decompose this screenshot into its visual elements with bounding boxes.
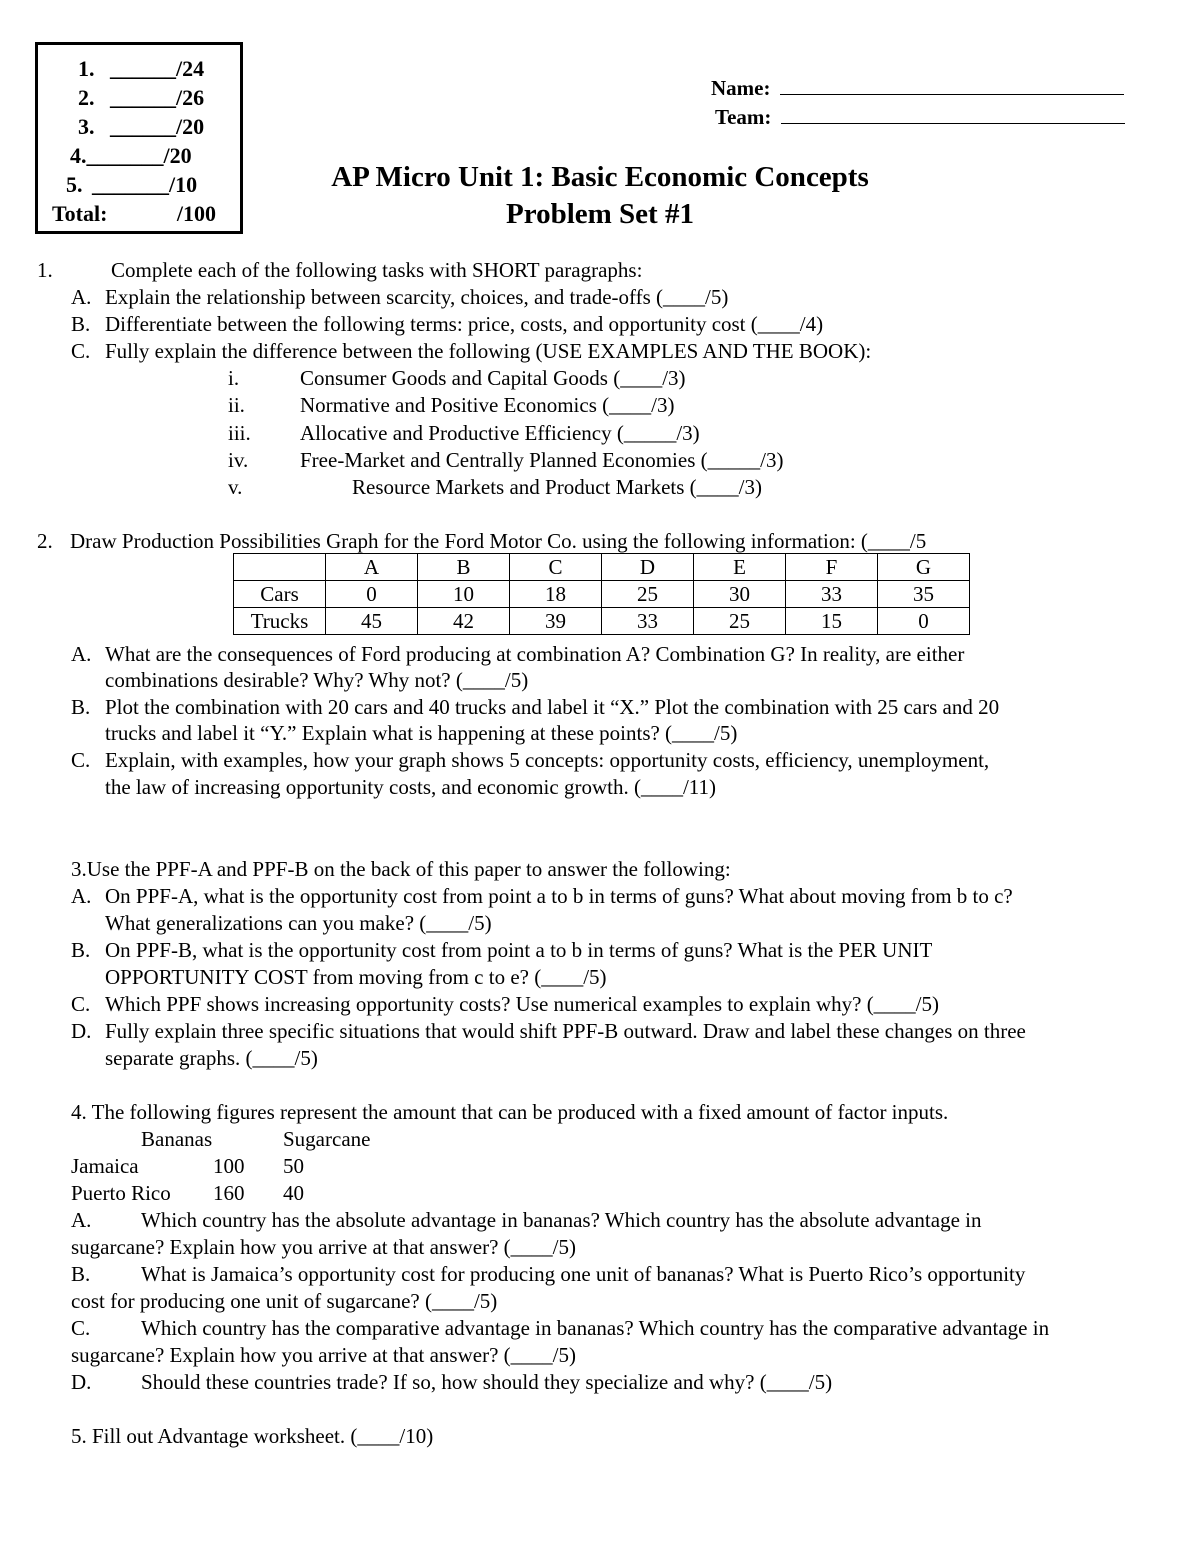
score-row-label: 5.	[66, 172, 83, 197]
table-cell: 15	[786, 608, 878, 635]
score-row	[78, 84, 204, 112]
table-cell: D	[602, 554, 694, 581]
score-row	[78, 55, 204, 83]
name-blank[interactable]	[780, 74, 1124, 95]
score-row-blank: ______	[110, 85, 176, 110]
table-cell: 33	[602, 608, 694, 635]
table-header-row	[234, 554, 970, 581]
q3-intro: 3.Use the PPF-A and PPF-B on the back of this paper to answer the following:	[71, 857, 731, 881]
q4-part-line: Should these countries trade? If so, how should they specialize and why? (____/5)	[141, 1370, 833, 1394]
table-cell: 35	[878, 581, 970, 608]
score-row-max: /20	[176, 114, 205, 139]
q2-part-line: trucks and label it “Y.” Explain what is happening at these points? (____/5)	[105, 721, 738, 745]
score-row-max: /10	[169, 172, 198, 197]
q4-col-header-bananas: Bananas	[141, 1127, 213, 1151]
score-row-blank: ______	[110, 56, 176, 81]
table-cell: 0	[878, 608, 970, 635]
q4-part-letter: C.	[71, 1316, 91, 1340]
q1-subpart-text: Resource Markets and Product Markets (____/3)	[352, 475, 762, 499]
q2-part-letter: A.	[71, 642, 92, 666]
q1-subpart-number: iv.	[228, 448, 249, 472]
page-subtitle: Problem Set #1	[506, 198, 694, 230]
q4-country: Jamaica	[71, 1154, 139, 1178]
table-cell: A	[326, 554, 418, 581]
table-cell: 45	[326, 608, 418, 635]
q2-part-letter: C.	[71, 748, 91, 772]
q2-part-line: What are the consequences of Ford producing at combination A? Combination G? In reality, are either	[105, 642, 965, 666]
ford-ppf-table	[233, 553, 970, 635]
q3-part-line: On PPF-A, what is the opportunity cost from point a to b in terms of guns? What about moving from b to c?	[105, 884, 1013, 908]
score-row	[70, 142, 192, 170]
score-row-blank: ______	[110, 114, 176, 139]
q2-part-line: combinations desirable? Why? Why not? (____/5)	[105, 668, 529, 692]
table-cell: B	[418, 554, 510, 581]
q1-subpart-text: Normative and Positive Economics (____/3)	[300, 393, 675, 417]
score-row	[66, 171, 197, 199]
q3-part-line: On PPF-B, what is the opportunity cost from point a to b in terms of guns? What is the PER UNIT	[105, 938, 933, 962]
page-title: AP Micro Unit 1: Basic Economic Concepts	[331, 161, 869, 193]
q4-part-line: sugarcane? Explain how you arrive at that answer? (____/5)	[71, 1235, 576, 1259]
table-row	[234, 608, 970, 635]
score-row-label: 3.	[78, 114, 95, 139]
q1-subpart-number: v.	[228, 475, 243, 499]
score-row-max: /24	[176, 56, 205, 81]
score-row-label: 4.	[70, 143, 87, 168]
score-row-label: 1.	[78, 56, 95, 81]
table-cell: 10	[418, 581, 510, 608]
table-cell: 30	[694, 581, 786, 608]
score-row-blank: _______	[86, 143, 164, 168]
q1-subpart-text: Consumer Goods and Capital Goods (____/3)	[300, 366, 686, 390]
q4-part-line: Which country has the absolute advantage in bananas? Which country has the absolute advantage in	[141, 1208, 982, 1232]
score-total-row	[52, 200, 216, 228]
q3-part-line: What generalizations can you make? (____/5)	[105, 911, 492, 935]
table-cell: 25	[602, 581, 694, 608]
table-cell: 42	[418, 608, 510, 635]
q4-intro: 4. The following figures represent the amount that can be produced with a fixed amount of factor inputs.	[71, 1100, 949, 1124]
q1-part-text: Differentiate between the following terms: price, costs, and opportunity cost (____/4)	[105, 312, 824, 336]
q3-part-line: separate graphs. (____/5)	[105, 1046, 318, 1070]
q4-part-line: What is Jamaica’s opportunity cost for producing one unit of bananas? What is Puerto Rico’s opportunity	[141, 1262, 1026, 1286]
q3-part-letter: D.	[71, 1019, 92, 1043]
q4-part-letter: A.	[71, 1208, 92, 1232]
q1-part-letter: A.	[71, 285, 92, 309]
q3-part-line: OPPORTUNITY COST from moving from c to e? (____/5)	[105, 965, 607, 989]
q4-part-letter: D.	[71, 1370, 92, 1394]
q3-part-letter: C.	[71, 992, 91, 1016]
table-cell: 33	[786, 581, 878, 608]
table-cell: C	[510, 554, 602, 581]
table-cell: G	[878, 554, 970, 581]
table-cell	[234, 554, 326, 581]
team-label: Team:	[715, 105, 772, 129]
q3-part-letter: B.	[71, 938, 91, 962]
table-cell: Cars	[234, 581, 326, 608]
team-field	[715, 103, 1125, 131]
q4-col-header-sugarcane: Sugarcane	[283, 1127, 371, 1151]
q4-part-line: cost for producing one unit of sugarcane? (____/5)	[71, 1289, 498, 1313]
q1-intro: Complete each of the following tasks with SHORT paragraphs:	[111, 258, 643, 282]
q4-country: Puerto Rico	[71, 1181, 171, 1205]
name-field	[711, 74, 1124, 102]
q4-bananas-value: 160	[213, 1181, 245, 1205]
q4-part-line: Which country has the comparative advantage in bananas? Which country has the comparative advantage in	[141, 1316, 1050, 1340]
table-cell: 39	[510, 608, 602, 635]
q1-part-letter: B.	[71, 312, 91, 336]
q1-part-text: Explain the relationship between scarcity, choices, and trade-offs (____/5)	[105, 285, 729, 309]
q3-part-line: Which PPF shows increasing opportunity costs? Use numerical examples to explain why? (____/5)	[105, 992, 940, 1016]
q4-sugarcane-value: 50	[283, 1154, 304, 1178]
table-cell: Trucks	[234, 608, 326, 635]
q5-text: 5. Fill out Advantage worksheet. (____/10)	[71, 1424, 434, 1448]
q2-intro: Draw Production Possibilities Graph for the Ford Motor Co. using the following information: (____/5	[70, 529, 927, 553]
q1-subpart-number: iii.	[228, 421, 251, 445]
q1-part-letter: C.	[71, 339, 91, 363]
q1-subpart-number: i.	[228, 366, 240, 390]
team-blank[interactable]	[781, 103, 1125, 124]
q3-part-letter: A.	[71, 884, 92, 908]
q3-part-line: Fully explain three specific situations that would shift PPF-B outward. Draw and label these changes on three	[105, 1019, 1026, 1043]
score-row-blank: _______	[92, 172, 169, 197]
q4-part-line: sugarcane? Explain how you arrive at that answer? (____/5)	[71, 1343, 576, 1367]
score-box	[35, 42, 243, 234]
table-cell: 25	[694, 608, 786, 635]
q4-bananas-value: 100	[213, 1154, 245, 1178]
table-row	[234, 581, 970, 608]
name-label: Name:	[711, 76, 771, 100]
score-row-max: /20	[163, 143, 192, 168]
table-cell: 0	[326, 581, 418, 608]
q2-part-letter: B.	[71, 695, 91, 719]
q1-part-text: Fully explain the difference between the following (USE EXAMPLES AND THE BOOK):	[105, 339, 872, 363]
q2-part-line: the law of increasing opportunity costs, and economic growth. (____/11)	[105, 775, 716, 799]
score-row	[78, 113, 204, 141]
q1-number: 1.	[37, 258, 53, 282]
table-cell: E	[694, 554, 786, 581]
q1-subpart-text: Free-Market and Centrally Planned Economies (_____/3)	[300, 448, 784, 472]
q2-part-line: Plot the combination with 20 cars and 40 trucks and label it “X.” Plot the combination with 25 cars and 20	[105, 695, 1000, 719]
q1-subpart-number: ii.	[228, 393, 245, 417]
score-row-label: 2.	[78, 85, 95, 110]
q1-subpart-text: Allocative and Productive Efficiency (_____/3)	[300, 421, 700, 445]
table-cell: 18	[510, 581, 602, 608]
table-cell: F	[786, 554, 878, 581]
q4-sugarcane-value: 40	[283, 1181, 304, 1205]
q2-number: 2.	[37, 529, 53, 553]
q4-part-letter: B.	[71, 1262, 91, 1286]
score-total-label: Total:	[52, 201, 108, 226]
q2-part-line: Explain, with examples, how your graph shows 5 concepts: opportunity costs, efficiency, unemployment,	[105, 748, 990, 772]
score-total-max: /100	[176, 201, 217, 226]
score-row-max: /26	[176, 85, 205, 110]
